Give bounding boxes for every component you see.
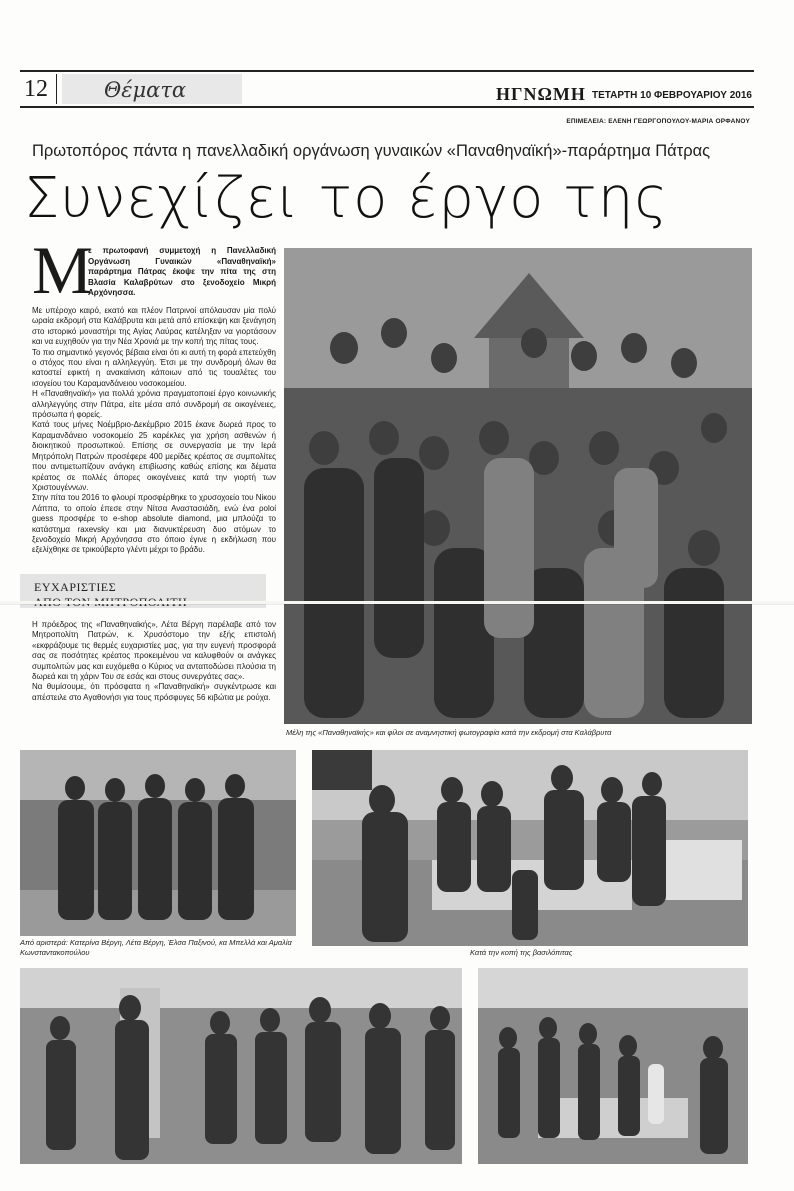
subhead-line: ΕΥΧΑΡΙΣΤΙΕΣ bbox=[34, 580, 117, 594]
editors-credit: ΕΠΙΜΕΛΕΙΑ: ΕΛΕΝΗ ΓΕΩΡΓΟΠΟΥΛΟΥ-ΜΑΡΙΑ ΟΡΦΑΝΟΥ bbox=[566, 118, 750, 125]
article-body bbox=[32, 306, 276, 556]
paragraph: Η «Παναθηναϊκή» για πολλά χρόνια πραγματοποιεί έργο κοινωνικής αλληλεγγύης στην Πάτρα, είτε μέσα από συνδρομή σε οικογένειες, πρόσωπα ή φορείς. bbox=[32, 389, 276, 420]
page-number-divider bbox=[56, 74, 57, 104]
paragraph: Κατά τους μήνες Νοέμβριο-Δεκέμβριο 2015 έκανε δωρεά προς το Καραμανδάνειο νοσοκομείο 25 καρέκλες για χρήση ασθενών ή διοικητικού προσωπικού. Επίσης σε συνεργασία με την Ιερά Μητρόπολη Πατρών προσέφερε 400 μερίδες κρέατος σε συμπολίτες που αντιμετωπίζουν ανάγκη επιβίωσης καθώς επίσης και δέματα κρέατος σε πολλές άπορες οικογένειες κατά την γιορτή των Χριστουγέννων. bbox=[32, 420, 276, 492]
paragraph: Με υπέροχο καιρό, εκατό και πλέον Πατρινοί απόλαυσαν μία πολύ ωραία εκδρομή στα Καλάβρυτα και μετά από επίσκεψη και ξενάγηση στο ιστορικό μοναστήρι της Αγίας Λαύρας κατέληξαν να γιορτάσουν και να ευχηθούν για την Νέα Χρονιά με την κοπή της πίτας τους. bbox=[32, 306, 276, 347]
paragraph: Στην πίτα του 2016 το φλουρί προσφέρθηκε το χρυσοχοείο του Νίκου Λάππα, το οποίο έπεσε στην Νίτσα Αναστασιάδη, ενώ ένα ροlοί guess προσφέρε το e-shop absolute diamond, μια μπλούζα το κατάστημα raxevsky και μια διανυκτέρευση δυο ατόμων το ξενοδοχείο Μικρή Αρχόνησσα στο όποιο έγινε η εκδήλωση που εξελίχθηκε σε τρικούβερτο γλέντι μέχρι το βράδυ. bbox=[32, 493, 276, 555]
hall-photo-image bbox=[20, 968, 462, 1164]
group-photo bbox=[284, 248, 752, 724]
article-kicker: Πρωτοπόρος πάντα η πανελλαδική οργάνωση γυναικών «Παναθηναϊκή»-παράρτημα Πάτρας bbox=[32, 142, 711, 160]
section-title: Θέματα bbox=[104, 78, 187, 102]
pie-cutting-photo-image bbox=[312, 750, 748, 946]
group-photo-caption: Μέλη της «Παναθηναϊκής» και φίλοι σε αναμνηστική φωτογραφία κατά την εκδρομή στα Καλάβρυτα bbox=[286, 728, 612, 737]
pie-cutting-photo bbox=[312, 750, 748, 946]
header-bottom-rule bbox=[20, 106, 754, 108]
officials-photo-image bbox=[20, 750, 296, 936]
paragraph: Η πρόεδρος της «Παναθηναϊκής», Λέτα Βέργη παρέλαβε από τον Μητροπολίτη Πατρών, κ. Χρυσόστομο την εξής επιστολή «εκφράζουμε τις θερμές ευχαριστίες μας, για την ευγενή προσφορά σας σε ποσότητες κρέατος προκειμένου να καλυφθούν οι ανάγκες συμπολιτών μας και ευχόμεθα ο Κύριος να ανταποδώσει πλούσια τη δωρεά και τη χάριν Του σε εσάς και στους συνεργάτες σας». bbox=[32, 620, 276, 682]
hall-photo bbox=[20, 968, 462, 1164]
issue-date: ΤΕΤΑΡΤΗ 10 ΦΕΒΡΟΥΑΡΙΟΥ 2016 bbox=[592, 90, 752, 101]
dance-photo-image bbox=[478, 968, 748, 1164]
pie-cutting-caption: Κατά την κοπή της βασιλόπιτας bbox=[470, 948, 573, 957]
article-lead: ε πρωτοφανή συμμετοχή η Πανελλαδική Οργάνωση Γυναικών «Παναθηναϊκή» παράρτημα Πάτρας έκοψε την πίτα της στη Βλασία Καλαβρύτων στο ξενοδοχείο Μικρή Αρχόνησσα. bbox=[88, 246, 276, 297]
article-body-continued bbox=[32, 620, 276, 703]
drop-cap: Μ bbox=[32, 232, 93, 308]
paragraph: Να θυμίσουμε, ότι πρόσφατα η «Παναθηναϊκή» συγκέντρωσε και απέστειλε στο Αγαθονήσι για τους πρόσφυγες 56 κιβώτια με ρούχα. bbox=[32, 682, 276, 702]
article-headline: Συνεχίζει το έργο της bbox=[24, 166, 669, 231]
page-number: 12 bbox=[24, 76, 48, 102]
page-fold-line bbox=[0, 601, 794, 604]
paragraph: Το πιο σημαντικό γεγονός βέβαια είναι ότι κι αυτή τη φορά επετεύχθη ο στόχος που είναι η αλληλεγγύη. Έτσι με την συνδρομή όλων θα κατοστεί εφικτή η ανακαίνιση κάποιων από τις τουαλέτες του ισογείου του Καραμανδάνειου νοσοκομείου. bbox=[32, 347, 276, 388]
dance-photo bbox=[478, 968, 748, 1164]
group-photo-image bbox=[284, 248, 752, 724]
officials-photo bbox=[20, 750, 296, 936]
newspaper-name: ΗΓΝΩΜΗ bbox=[496, 84, 586, 104]
officials-photo-caption: Από αριστερά: Κατερίνα Βέργη, Λέτα Βέργη, Έλσα Παξινού, κα Μπελλά και Αμαλία Κωνσταντακοπούλου bbox=[20, 938, 292, 957]
header-top-rule bbox=[20, 70, 754, 72]
subhead bbox=[34, 580, 187, 610]
